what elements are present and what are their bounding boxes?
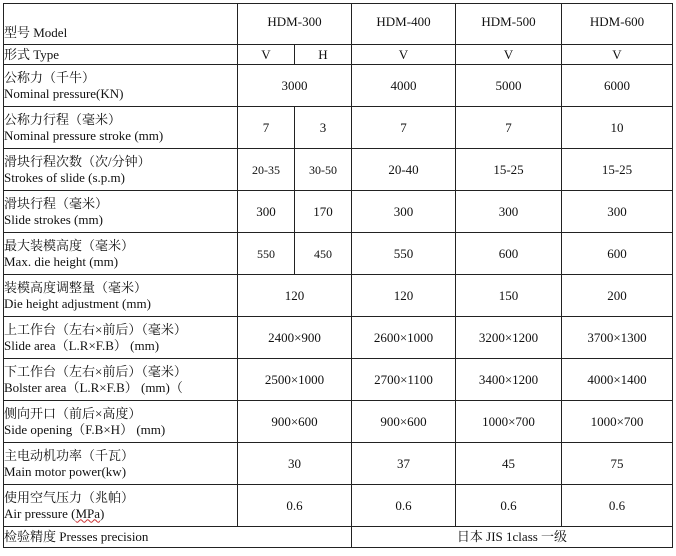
value-hdm600: 300 <box>562 191 673 233</box>
value-hdm400: 300 <box>352 191 456 233</box>
value-hdm400: 550 <box>352 233 456 275</box>
value-hdm300: 2400×900 <box>238 317 352 359</box>
table-row <box>4 65 673 107</box>
value-hdm500: 3400×1200 <box>456 359 562 401</box>
value-hdm400: 37 <box>352 443 456 485</box>
value-hdm600: 1000×700 <box>562 401 673 443</box>
value-hdm400: 4000 <box>352 65 456 107</box>
value-hdm600: 600 <box>562 233 673 275</box>
param-cell <box>4 65 238 107</box>
param-zh: 上工作台（左右×前后）（毫米） <box>4 321 187 337</box>
model-hdm-500: HDM-500 <box>456 4 562 45</box>
param-en: Bolster area（L.R×F.B） (mm)（ <box>4 379 183 395</box>
param-en: Slide strokes (mm) <box>4 211 103 227</box>
param-en: Max. die height (mm) <box>4 253 119 269</box>
value-hdm300-v: 550 <box>238 233 295 275</box>
value-hdm300-v: 7 <box>238 107 295 149</box>
value-hdm500: 15-25 <box>456 149 562 191</box>
value-hdm400: 2600×1000 <box>352 317 456 359</box>
value-hdm600: 3700×1300 <box>562 317 673 359</box>
table-row <box>4 191 673 233</box>
value-hdm300-h: 30-50 <box>295 149 352 191</box>
value-hdm300-h: 170 <box>295 191 352 233</box>
model-label-cell <box>4 4 238 45</box>
value-hdm300-h: 450 <box>295 233 352 275</box>
param-zh: 滑块行程（毫米） <box>4 195 109 211</box>
value-hdm300-v: 300 <box>238 191 295 233</box>
param-cell <box>4 149 238 191</box>
value-hdm300-v: 20-35 <box>238 149 295 191</box>
param-cell <box>4 107 238 149</box>
model-hdm-600: HDM-600 <box>562 4 673 45</box>
table-row <box>4 485 673 527</box>
param-zh: 下工作台（左右×前后）（毫米） <box>4 363 187 379</box>
table-row <box>4 275 673 317</box>
value-hdm300: 30 <box>238 443 352 485</box>
value-hdm400: 7 <box>352 107 456 149</box>
value-hdm500: 45 <box>456 443 562 485</box>
value-hdm500: 600 <box>456 233 562 275</box>
value-hdm600: 200 <box>562 275 673 317</box>
table-row <box>4 443 673 485</box>
param-cell <box>4 485 238 527</box>
value-hdm500: 7 <box>456 107 562 149</box>
model-hdm-400: HDM-400 <box>352 4 456 45</box>
param-en: Nominal pressure(KN) <box>4 85 124 101</box>
value-hdm300: 3000 <box>238 65 352 107</box>
spec-table <box>3 3 673 548</box>
value-hdm400: 20-40 <box>352 149 456 191</box>
param-en: Side opening（F.B×H） (mm) <box>4 421 166 437</box>
param-zh: 最大装模高度（毫米） <box>4 237 135 253</box>
param-en-unit: MPa <box>75 505 101 521</box>
value-hdm400: 0.6 <box>352 485 456 527</box>
param-en: Die height adjustment (mm) <box>4 295 151 311</box>
param-zh: 滑块行程次数（次/分钟） <box>4 153 151 169</box>
param-en: Slide area（L.R×F.B） (mm) <box>4 337 160 353</box>
param-cell <box>4 191 238 233</box>
model-label: 型号 Model <box>4 25 68 40</box>
param-en-prefix: Air pressure ( <box>4 505 76 521</box>
value-hdm500: 150 <box>456 275 562 317</box>
table-row <box>4 401 673 443</box>
type-label: 形式 Type <box>4 45 238 65</box>
param-en-suffix: ) <box>100 505 105 521</box>
table-row <box>4 233 673 275</box>
value-hdm500: 1000×700 <box>456 401 562 443</box>
type-hdm500: V <box>456 45 562 65</box>
model-hdm-300: HDM-300 <box>238 4 352 45</box>
type-hdm400: V <box>352 45 456 65</box>
type-hdm600: V <box>562 45 673 65</box>
param-cell <box>4 401 238 443</box>
type-hdm300-v: V <box>238 45 295 65</box>
param-zh: 侧向开口（前后×高度） <box>4 405 142 421</box>
value-hdm600: 4000×1400 <box>562 359 673 401</box>
param-cell <box>4 275 238 317</box>
param-zh: 主电动机功率（千瓦） <box>4 447 135 463</box>
value-hdm600: 0.6 <box>562 485 673 527</box>
param-zh: 装模高度调整量（毫米） <box>4 279 148 295</box>
header-row <box>4 4 673 45</box>
value-hdm600: 75 <box>562 443 673 485</box>
param-en: Strokes of slide (s.p.m) <box>4 169 125 185</box>
value-hdm400: 2700×1100 <box>352 359 456 401</box>
value-hdm300: 2500×1000 <box>238 359 352 401</box>
value-hdm300: 900×600 <box>238 401 352 443</box>
value-hdm500: 5000 <box>456 65 562 107</box>
precision-value: 日本 JIS 1class 一级 <box>352 527 673 548</box>
type-hdm300-h: H <box>295 45 352 65</box>
value-hdm300: 120 <box>238 275 352 317</box>
param-cell <box>4 359 238 401</box>
type-row <box>4 45 673 65</box>
value-hdm500: 0.6 <box>456 485 562 527</box>
value-hdm600: 15-25 <box>562 149 673 191</box>
param-en <box>4 506 237 522</box>
param-zh: 公称力行程（毫米） <box>4 111 122 127</box>
precision-label: 检验精度 Presses precision <box>4 527 352 548</box>
table-row <box>4 317 673 359</box>
param-en: Main motor power(kw) <box>4 463 127 479</box>
param-cell <box>4 443 238 485</box>
param-cell <box>4 317 238 359</box>
value-hdm500: 300 <box>456 191 562 233</box>
value-hdm300: 0.6 <box>238 485 352 527</box>
table-row <box>4 149 673 191</box>
param-zh: 使用空气压力（兆帕） <box>4 489 135 505</box>
value-hdm400: 120 <box>352 275 456 317</box>
param-zh: 公称力（千牛） <box>4 69 96 85</box>
value-hdm400: 900×600 <box>352 401 456 443</box>
value-hdm300-h: 3 <box>295 107 352 149</box>
value-hdm600: 10 <box>562 107 673 149</box>
param-cell <box>4 233 238 275</box>
precision-row <box>4 527 673 548</box>
table-row <box>4 359 673 401</box>
table-row <box>4 107 673 149</box>
value-hdm600: 6000 <box>562 65 673 107</box>
param-en: Nominal pressure stroke (mm) <box>4 127 164 143</box>
value-hdm500: 3200×1200 <box>456 317 562 359</box>
